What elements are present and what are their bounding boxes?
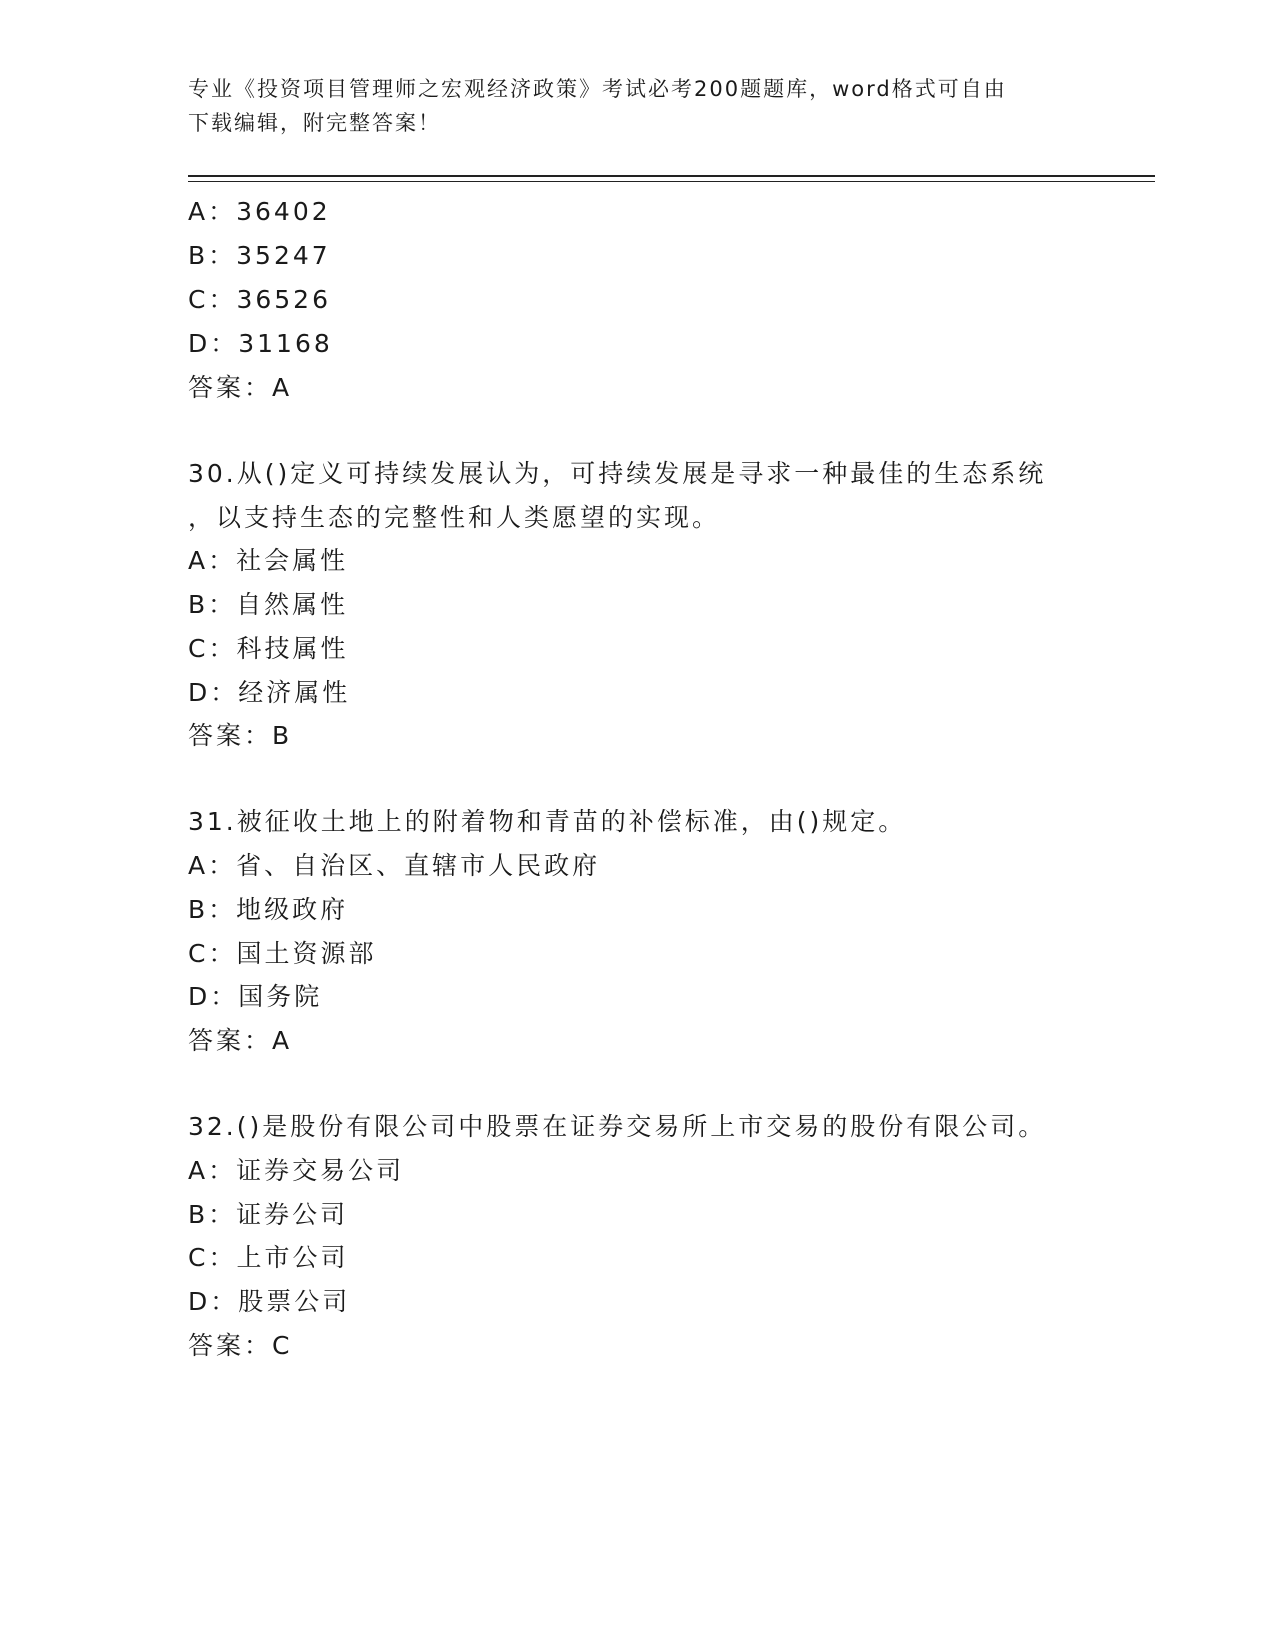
question-32-answer: 答案：C [188,1331,293,1360]
option-a: A：36402 [188,197,331,226]
header-line-2: 下载编辑，附完整答案！ [188,111,441,135]
question-31-stem: 31.被征收土地上的附着物和青苗的补偿标准，由()规定。 [188,807,907,836]
option-d: D：31168 [188,329,333,358]
option-c: C：36526 [188,285,331,314]
question-30-option-a: A：社会属性 [188,546,349,575]
question-32-option-a: A：证券交易公司 [188,1156,405,1185]
answer-line: 答案：A [188,373,293,402]
header-line-1: 专业《投资项目管理师之宏观经济政策》考试必考200题题库，word格式可自由 [188,77,1007,101]
question-31-answer: 答案：A [188,1026,293,1055]
question-32-stem: 32.()是股份有限公司中股票在证券交易所上市交易的股份有限公司。 [188,1112,1047,1141]
header-rule-thin [188,181,1155,182]
question-30-option-d: D：经济属性 [188,678,351,707]
question-32-option-b: B：证券公司 [188,1200,349,1229]
question-30-option-c: C：科技属性 [188,634,349,663]
question-30-stem-line-2: ，以支持生态的完整性和人类愿望的实现。 [188,503,721,532]
question-31-option-a: A：省、自治区、直辖市人民政府 [188,851,601,880]
header-rule-thick [188,175,1155,177]
question-31-option-b: B：地级政府 [188,895,349,924]
question-31-option-c: C：国土资源部 [188,939,377,968]
question-32-option-d: D：股票公司 [188,1287,351,1316]
question-30-stem-line-1: 30.从()定义可持续发展认为，可持续发展是寻求一种最佳的生态系统 [188,459,1047,488]
question-31-option-d: D：国务院 [188,982,323,1011]
question-30-answer: 答案：B [188,721,293,750]
question-32-option-c: C：上市公司 [188,1243,349,1272]
document-header [188,72,1088,140]
question-30-option-b: B：自然属性 [188,590,349,619]
option-b: B：35247 [188,241,331,270]
